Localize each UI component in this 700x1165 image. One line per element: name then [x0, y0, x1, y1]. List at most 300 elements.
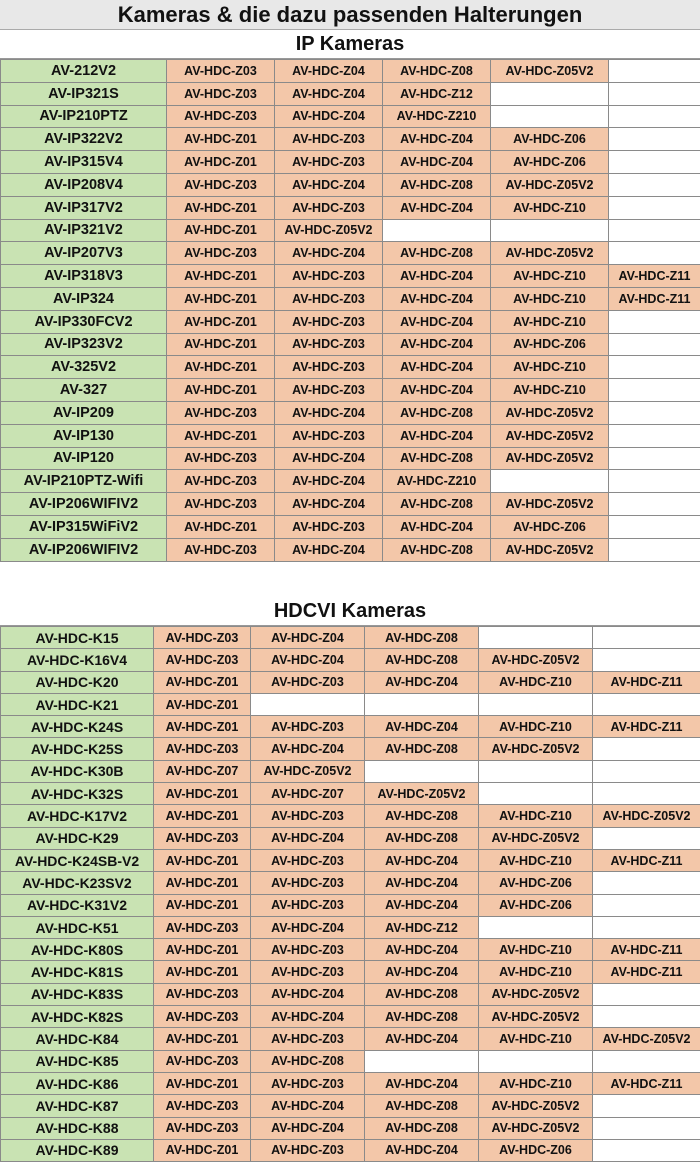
mount-cell: AV-HDC-Z05V2 — [365, 783, 479, 805]
mount-cell: AV-HDC-Z03 — [167, 470, 275, 493]
empty-cell — [609, 447, 700, 470]
table-row — [1, 1139, 700, 1161]
table-row — [1, 196, 700, 219]
table-row — [1, 649, 700, 671]
table-row — [1, 894, 700, 916]
camera-model-cell: AV-IP317V2 — [1, 196, 167, 219]
table-row — [1, 242, 700, 265]
mount-cell: AV-HDC-Z04 — [365, 1028, 479, 1050]
mount-cell: AV-HDC-Z08 — [365, 1117, 479, 1139]
mount-cell: AV-HDC-Z03 — [275, 265, 383, 288]
mount-cell: AV-HDC-Z10 — [491, 265, 609, 288]
table-row — [1, 356, 700, 379]
mount-cell: AV-HDC-Z12 — [365, 916, 479, 938]
empty-cell — [609, 379, 700, 402]
mount-cell: AV-HDC-Z05V2 — [491, 447, 609, 470]
empty-cell — [491, 470, 609, 493]
mount-cell: AV-HDC-Z01 — [154, 894, 251, 916]
empty-cell — [609, 515, 700, 538]
table-row — [1, 1006, 700, 1028]
camera-model-cell: AV-HDC-K87 — [1, 1095, 154, 1117]
mount-cell: AV-HDC-Z08 — [365, 649, 479, 671]
table-row — [1, 671, 700, 693]
mount-cell: AV-HDC-Z03 — [275, 424, 383, 447]
mount-cell: AV-HDC-Z04 — [365, 894, 479, 916]
mount-cell: AV-HDC-Z03 — [154, 1095, 251, 1117]
mount-cell: AV-HDC-Z04 — [251, 649, 365, 671]
camera-model-cell: AV-HDC-K21 — [1, 693, 154, 715]
camera-model-cell: AV-HDC-K51 — [1, 916, 154, 938]
mount-cell: AV-HDC-Z01 — [154, 939, 251, 961]
mount-cell: AV-HDC-Z08 — [383, 173, 491, 196]
table-row — [1, 173, 700, 196]
table-row — [1, 424, 700, 447]
mount-cell: AV-HDC-Z03 — [275, 379, 383, 402]
mount-cell: AV-HDC-Z04 — [365, 1072, 479, 1094]
mount-cell: AV-HDC-Z05V2 — [479, 649, 593, 671]
mount-cell: AV-HDC-Z10 — [491, 356, 609, 379]
table-row — [1, 82, 700, 105]
empty-cell — [593, 627, 700, 649]
mount-cell: AV-HDC-Z08 — [383, 538, 491, 561]
camera-model-cell: AV-IP323V2 — [1, 333, 167, 356]
empty-cell — [491, 105, 609, 128]
mount-cell: AV-HDC-Z10 — [479, 716, 593, 738]
mount-cell: AV-HDC-Z10 — [491, 310, 609, 333]
mount-cell: AV-HDC-Z06 — [479, 872, 593, 894]
mount-cell: AV-HDC-Z04 — [383, 265, 491, 288]
empty-cell — [491, 82, 609, 105]
mount-cell: AV-HDC-Z04 — [383, 424, 491, 447]
mount-cell: AV-HDC-Z04 — [251, 738, 365, 760]
mount-cell: AV-HDC-Z01 — [154, 1072, 251, 1094]
empty-cell — [609, 493, 700, 516]
empty-cell — [251, 693, 365, 715]
mount-cell: AV-HDC-Z11 — [593, 716, 700, 738]
empty-cell — [479, 760, 593, 782]
empty-cell — [593, 1006, 700, 1028]
empty-cell — [593, 1117, 700, 1139]
empty-cell — [609, 310, 700, 333]
mount-cell: AV-HDC-Z03 — [154, 916, 251, 938]
mount-cell: AV-HDC-Z01 — [154, 849, 251, 871]
mount-cell: AV-HDC-Z01 — [167, 379, 275, 402]
mount-cell: AV-HDC-Z10 — [479, 849, 593, 871]
mount-cell: AV-HDC-Z05V2 — [491, 538, 609, 561]
mount-cell: AV-HDC-Z04 — [275, 493, 383, 516]
mount-cell: AV-HDC-Z03 — [167, 105, 275, 128]
mount-cell: AV-HDC-Z04 — [251, 1095, 365, 1117]
camera-model-cell: AV-HDC-K24S — [1, 716, 154, 738]
mount-cell: AV-HDC-Z10 — [479, 961, 593, 983]
mount-cell: AV-HDC-Z03 — [275, 356, 383, 379]
empty-cell — [593, 738, 700, 760]
mount-cell: AV-HDC-Z05V2 — [491, 173, 609, 196]
empty-cell — [609, 82, 700, 105]
mount-cell: AV-HDC-Z03 — [154, 1006, 251, 1028]
mount-cell: AV-HDC-Z03 — [154, 1050, 251, 1072]
table-row — [1, 916, 700, 938]
mount-cell: AV-HDC-Z04 — [383, 515, 491, 538]
camera-model-cell: AV-327 — [1, 379, 167, 402]
mount-cell: AV-HDC-Z04 — [275, 60, 383, 83]
camera-model-cell: AV-HDC-K89 — [1, 1139, 154, 1161]
mount-cell: AV-HDC-Z03 — [251, 1072, 365, 1094]
mount-cell: AV-HDC-Z05V2 — [491, 401, 609, 424]
table-row — [1, 827, 700, 849]
camera-model-cell: AV-HDC-K81S — [1, 961, 154, 983]
section-gap — [0, 566, 700, 596]
mount-cell: AV-HDC-Z05V2 — [479, 738, 593, 760]
mount-cell: AV-HDC-Z01 — [167, 515, 275, 538]
mount-cell: AV-HDC-Z11 — [593, 671, 700, 693]
table-row — [1, 60, 700, 83]
mount-cell: AV-HDC-Z08 — [365, 983, 479, 1005]
mount-cell: AV-HDC-Z01 — [154, 716, 251, 738]
table-row — [1, 1095, 700, 1117]
mount-cell: AV-HDC-Z04 — [275, 401, 383, 424]
mount-cell: AV-HDC-Z05V2 — [479, 1117, 593, 1139]
mount-cell: AV-HDC-Z06 — [479, 1139, 593, 1161]
empty-cell — [365, 1050, 479, 1072]
camera-model-cell: AV-HDC-K80S — [1, 939, 154, 961]
mount-cell: AV-HDC-Z01 — [167, 265, 275, 288]
camera-model-cell: AV-IP330FCV2 — [1, 310, 167, 333]
camera-model-cell: AV-IP321S — [1, 82, 167, 105]
mount-cell: AV-HDC-Z01 — [167, 424, 275, 447]
table-row — [1, 983, 700, 1005]
mount-cell: AV-HDC-Z10 — [479, 939, 593, 961]
table-row — [1, 379, 700, 402]
mount-cell: AV-HDC-Z08 — [365, 1095, 479, 1117]
camera-model-cell: AV-HDC-K16V4 — [1, 649, 154, 671]
table-row — [1, 287, 700, 310]
table-row — [1, 151, 700, 174]
mount-cell: AV-HDC-Z04 — [383, 151, 491, 174]
mount-cell: AV-HDC-Z04 — [275, 470, 383, 493]
mount-cell: AV-HDC-Z04 — [275, 105, 383, 128]
mount-cell: AV-HDC-Z10 — [491, 196, 609, 219]
camera-model-cell: AV-IP318V3 — [1, 265, 167, 288]
camera-model-cell: AV-IP210PTZ-Wifi — [1, 470, 167, 493]
mount-cell: AV-HDC-Z03 — [154, 827, 251, 849]
mount-cell: AV-HDC-Z10 — [479, 1072, 593, 1094]
mount-cell: AV-HDC-Z03 — [167, 173, 275, 196]
mount-cell: AV-HDC-Z04 — [383, 128, 491, 151]
empty-cell — [593, 894, 700, 916]
mount-cell: AV-HDC-Z08 — [365, 805, 479, 827]
empty-cell — [609, 128, 700, 151]
mount-cell: AV-HDC-Z11 — [609, 265, 700, 288]
mount-cell: AV-HDC-Z04 — [365, 849, 479, 871]
empty-cell — [593, 760, 700, 782]
section-title-ip: IP Kameras — [0, 30, 700, 59]
table-row — [1, 1117, 700, 1139]
mount-cell: AV-HDC-Z05V2 — [593, 805, 700, 827]
empty-cell — [593, 1050, 700, 1072]
mount-cell: AV-HDC-Z03 — [251, 894, 365, 916]
mount-cell: AV-HDC-Z08 — [365, 827, 479, 849]
table-row — [1, 538, 700, 561]
camera-model-cell: AV-HDC-K85 — [1, 1050, 154, 1072]
empty-cell — [365, 760, 479, 782]
mount-cell: AV-HDC-Z10 — [479, 1028, 593, 1050]
mount-cell: AV-HDC-Z04 — [275, 173, 383, 196]
mount-cell: AV-HDC-Z10 — [479, 805, 593, 827]
empty-cell — [609, 333, 700, 356]
camera-model-cell: AV-IP315V4 — [1, 151, 167, 174]
empty-cell — [479, 693, 593, 715]
mount-cell: AV-HDC-Z03 — [275, 128, 383, 151]
empty-cell — [609, 356, 700, 379]
table-row — [1, 447, 700, 470]
mount-cell: AV-HDC-Z04 — [251, 827, 365, 849]
mount-cell: AV-HDC-Z03 — [251, 716, 365, 738]
camera-model-cell: AV-IP210PTZ — [1, 105, 167, 128]
mount-cell: AV-HDC-Z10 — [491, 379, 609, 402]
table-row — [1, 783, 700, 805]
empty-cell — [593, 1139, 700, 1161]
camera-model-cell: AV-212V2 — [1, 60, 167, 83]
mount-cell: AV-HDC-Z05V2 — [491, 424, 609, 447]
mount-cell: AV-HDC-Z01 — [167, 310, 275, 333]
empty-cell — [593, 1095, 700, 1117]
mount-cell: AV-HDC-Z04 — [383, 196, 491, 219]
empty-cell — [609, 401, 700, 424]
table-row — [1, 738, 700, 760]
mount-cell: AV-HDC-Z01 — [167, 219, 275, 242]
mount-cell: AV-HDC-Z01 — [167, 151, 275, 174]
mount-cell: AV-HDC-Z08 — [383, 242, 491, 265]
mount-cell: AV-HDC-Z04 — [251, 1006, 365, 1028]
table-row — [1, 693, 700, 715]
table-row — [1, 310, 700, 333]
empty-cell — [365, 693, 479, 715]
table-row — [1, 849, 700, 871]
mount-cell: AV-HDC-Z04 — [383, 379, 491, 402]
camera-model-cell: AV-IP120 — [1, 447, 167, 470]
mount-cell: AV-HDC-Z04 — [251, 983, 365, 1005]
mount-cell: AV-HDC-Z05V2 — [491, 242, 609, 265]
empty-cell — [609, 60, 700, 83]
mount-cell: AV-HDC-Z05V2 — [275, 219, 383, 242]
mount-cell: AV-HDC-Z04 — [383, 310, 491, 333]
mount-cell: AV-HDC-Z03 — [167, 538, 275, 561]
mount-cell: AV-HDC-Z03 — [251, 872, 365, 894]
empty-cell — [383, 219, 491, 242]
table-row — [1, 627, 700, 649]
mount-cell: AV-HDC-Z04 — [275, 447, 383, 470]
mount-cell: AV-HDC-Z04 — [365, 939, 479, 961]
table-row — [1, 961, 700, 983]
mount-cell: AV-HDC-Z04 — [365, 1139, 479, 1161]
camera-model-cell: AV-HDC-K17V2 — [1, 805, 154, 827]
camera-model-cell: AV-HDC-K30B — [1, 760, 154, 782]
camera-model-cell: AV-IP324 — [1, 287, 167, 310]
mount-cell: AV-HDC-Z08 — [365, 738, 479, 760]
camera-model-cell: AV-IP130 — [1, 424, 167, 447]
mount-cell: AV-HDC-Z01 — [167, 333, 275, 356]
mount-cell: AV-HDC-Z06 — [479, 894, 593, 916]
table-row — [1, 493, 700, 516]
camera-model-cell: AV-IP322V2 — [1, 128, 167, 151]
mount-cell: AV-HDC-Z01 — [154, 783, 251, 805]
empty-cell — [609, 173, 700, 196]
empty-cell — [609, 470, 700, 493]
mount-cell: AV-HDC-Z08 — [383, 401, 491, 424]
camera-model-cell: AV-IP206WIFIV2 — [1, 538, 167, 561]
camera-model-cell: AV-HDC-K83S — [1, 983, 154, 1005]
empty-cell — [479, 916, 593, 938]
mount-cell: AV-HDC-Z03 — [167, 447, 275, 470]
mount-cell: AV-HDC-Z04 — [365, 671, 479, 693]
mount-cell: AV-HDC-Z07 — [154, 760, 251, 782]
mount-cell: AV-HDC-Z04 — [383, 287, 491, 310]
mount-cell: AV-HDC-Z03 — [167, 493, 275, 516]
camera-model-cell: AV-HDC-K84 — [1, 1028, 154, 1050]
table-row — [1, 872, 700, 894]
mount-cell: AV-HDC-Z04 — [275, 242, 383, 265]
mount-cell: AV-HDC-Z01 — [167, 196, 275, 219]
mount-cell: AV-HDC-Z03 — [251, 939, 365, 961]
mount-cell: AV-HDC-Z03 — [251, 1139, 365, 1161]
camera-model-cell: AV-HDC-K20 — [1, 671, 154, 693]
mount-cell: AV-HDC-Z04 — [251, 916, 365, 938]
mount-cell: AV-HDC-Z08 — [383, 447, 491, 470]
mount-cell: AV-HDC-Z05V2 — [479, 827, 593, 849]
mount-cell: AV-HDC-Z04 — [275, 538, 383, 561]
mount-cell: AV-HDC-Z05V2 — [479, 1095, 593, 1117]
empty-cell — [593, 693, 700, 715]
mount-cell: AV-HDC-Z05V2 — [491, 60, 609, 83]
table-row — [1, 805, 700, 827]
mount-cell: AV-HDC-Z03 — [154, 738, 251, 760]
mount-cell: AV-HDC-Z03 — [251, 671, 365, 693]
empty-cell — [593, 872, 700, 894]
table-row — [1, 1028, 700, 1050]
camera-model-cell: AV-HDC-K32S — [1, 783, 154, 805]
table-row — [1, 716, 700, 738]
mount-cell: AV-HDC-Z03 — [251, 849, 365, 871]
mount-cell: AV-HDC-Z03 — [275, 151, 383, 174]
table-row — [1, 515, 700, 538]
camera-model-cell: AV-IP207V3 — [1, 242, 167, 265]
empty-cell — [609, 105, 700, 128]
camera-model-cell: AV-325V2 — [1, 356, 167, 379]
empty-cell — [609, 151, 700, 174]
camera-model-cell: AV-HDC-K31V2 — [1, 894, 154, 916]
mount-cell: AV-HDC-Z03 — [251, 961, 365, 983]
mount-cell: AV-HDC-Z04 — [383, 356, 491, 379]
mount-cell: AV-HDC-Z01 — [167, 356, 275, 379]
mount-cell: AV-HDC-Z08 — [251, 1050, 365, 1072]
hdcvi-camera-table — [0, 626, 700, 1162]
table-row — [1, 939, 700, 961]
page-title: Kameras & die dazu passenden Halterungen — [0, 0, 700, 30]
mount-cell: AV-HDC-Z05V2 — [479, 983, 593, 1005]
camera-model-cell: AV-IP315WiFiV2 — [1, 515, 167, 538]
mount-cell: AV-HDC-Z07 — [251, 783, 365, 805]
table-row — [1, 760, 700, 782]
mount-cell: AV-HDC-Z05V2 — [491, 493, 609, 516]
mount-cell: AV-HDC-Z11 — [609, 287, 700, 310]
table-row — [1, 1050, 700, 1072]
empty-cell — [609, 242, 700, 265]
mount-cell: AV-HDC-Z06 — [491, 333, 609, 356]
mount-cell: AV-HDC-Z05V2 — [593, 1028, 700, 1050]
mount-cell: AV-HDC-Z03 — [154, 983, 251, 1005]
empty-cell — [593, 827, 700, 849]
mount-cell: AV-HDC-Z06 — [491, 128, 609, 151]
mount-cell: AV-HDC-Z04 — [365, 716, 479, 738]
mount-cell: AV-HDC-Z11 — [593, 939, 700, 961]
ip-camera-table — [0, 59, 700, 562]
mount-cell: AV-HDC-Z04 — [365, 872, 479, 894]
mount-cell: AV-HDC-Z10 — [491, 287, 609, 310]
camera-model-cell: AV-HDC-K88 — [1, 1117, 154, 1139]
mount-cell: AV-HDC-Z03 — [167, 242, 275, 265]
camera-model-cell: AV-IP206WIFIV2 — [1, 493, 167, 516]
mount-cell: AV-HDC-Z01 — [154, 961, 251, 983]
mount-cell: AV-HDC-Z04 — [275, 82, 383, 105]
mount-cell: AV-HDC-Z11 — [593, 849, 700, 871]
mount-cell: AV-HDC-Z04 — [251, 1117, 365, 1139]
mount-cell: AV-HDC-Z06 — [491, 151, 609, 174]
mount-cell: AV-HDC-Z08 — [383, 60, 491, 83]
empty-cell — [593, 783, 700, 805]
empty-cell — [609, 424, 700, 447]
table-row — [1, 333, 700, 356]
mount-cell: AV-HDC-Z05V2 — [251, 760, 365, 782]
mount-cell: AV-HDC-Z03 — [275, 333, 383, 356]
mount-cell: AV-HDC-Z03 — [154, 649, 251, 671]
empty-cell — [609, 196, 700, 219]
camera-model-cell: AV-HDC-K29 — [1, 827, 154, 849]
mount-cell: AV-HDC-Z01 — [154, 693, 251, 715]
mount-cell: AV-HDC-Z03 — [154, 627, 251, 649]
mount-cell: AV-HDC-Z01 — [154, 1028, 251, 1050]
camera-model-cell: AV-HDC-K24SB-V2 — [1, 849, 154, 871]
camera-model-cell: AV-HDC-K86 — [1, 1072, 154, 1094]
mount-cell: AV-HDC-Z03 — [251, 805, 365, 827]
mount-cell: AV-HDC-Z210 — [383, 105, 491, 128]
empty-cell — [609, 538, 700, 561]
camera-model-cell: AV-HDC-K15 — [1, 627, 154, 649]
mount-cell: AV-HDC-Z08 — [365, 1006, 479, 1028]
mount-cell: AV-HDC-Z03 — [167, 60, 275, 83]
mount-cell: AV-HDC-Z01 — [154, 671, 251, 693]
camera-model-cell: AV-HDC-K25S — [1, 738, 154, 760]
table-row — [1, 265, 700, 288]
mount-cell: AV-HDC-Z11 — [593, 961, 700, 983]
mount-cell: AV-HDC-Z10 — [479, 671, 593, 693]
camera-model-cell: AV-HDC-K82S — [1, 1006, 154, 1028]
table-row — [1, 401, 700, 424]
empty-cell — [479, 627, 593, 649]
table-row — [1, 128, 700, 151]
empty-cell — [593, 649, 700, 671]
mount-cell: AV-HDC-Z01 — [154, 1139, 251, 1161]
mount-cell: AV-HDC-Z03 — [275, 287, 383, 310]
table-row — [1, 470, 700, 493]
empty-cell — [593, 916, 700, 938]
table-row — [1, 1072, 700, 1094]
empty-cell — [479, 1050, 593, 1072]
mount-cell: AV-HDC-Z03 — [275, 196, 383, 219]
empty-cell — [609, 219, 700, 242]
camera-model-cell: AV-IP321V2 — [1, 219, 167, 242]
empty-cell — [479, 783, 593, 805]
